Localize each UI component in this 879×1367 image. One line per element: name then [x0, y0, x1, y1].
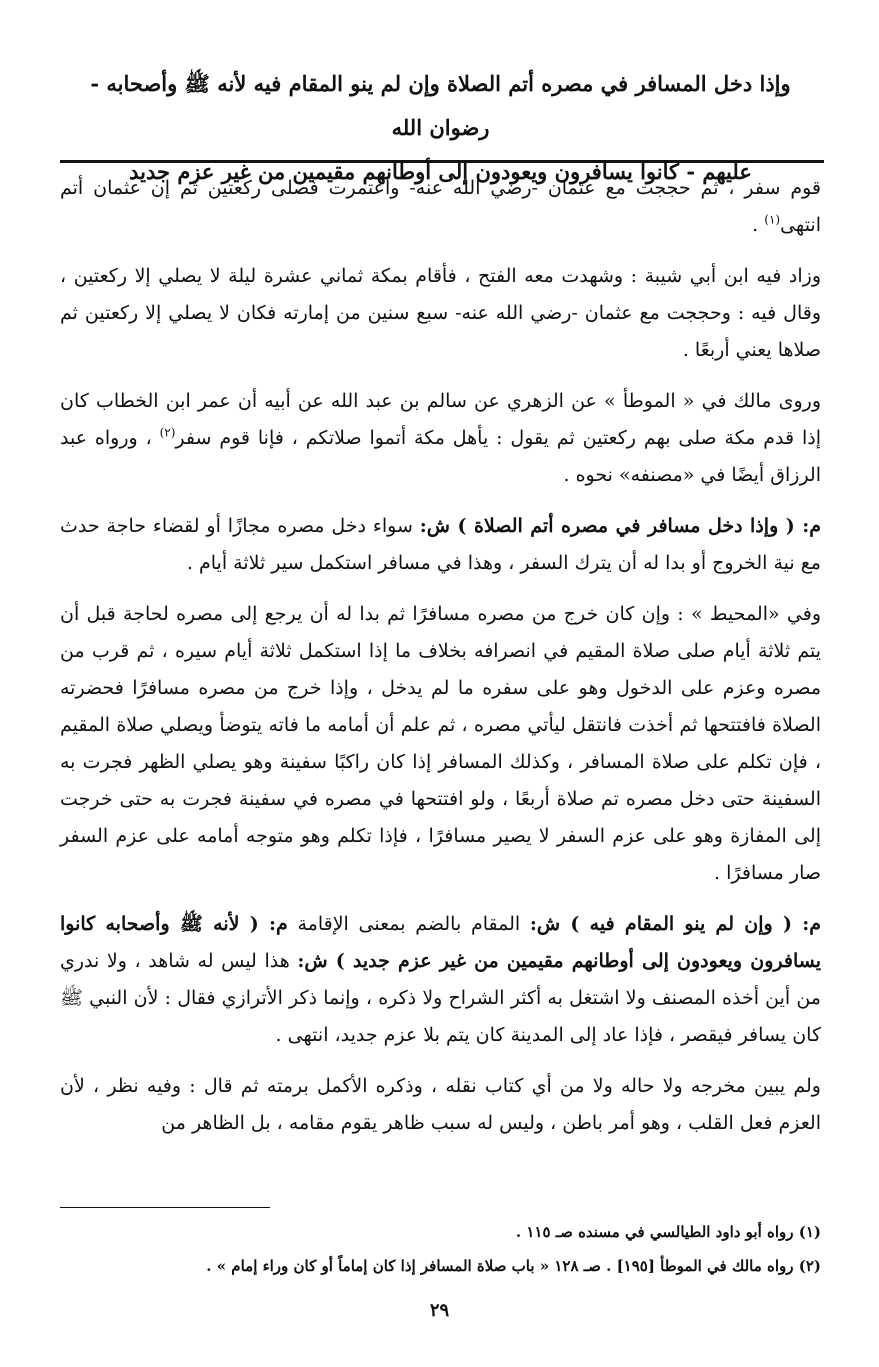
- footnote-divider: [60, 1207, 270, 1208]
- paragraph-3-text-b: ، ورواه عبد الرزاق أيضًا في «مصنفه» نحوه .: [60, 427, 821, 486]
- paragraph-1: [60, 170, 821, 244]
- commentary-body: [60, 170, 821, 1156]
- paragraph-4: [60, 508, 821, 582]
- paragraph-1-text: قوم سفر ، ثم حججت مع عثمان -رضي الله عنه- واعتمرت فصلى ركعتين ثم إن عثمان أتم انتهى: [60, 177, 821, 236]
- matn-quote: م: ( وإذا دخل مسافر في مصره أتم الصلاة ) ش:: [419, 515, 821, 537]
- commentary-text: هذا ليس له شاهد ، ولا ندري من أين أخذه المصنف ولا اشتغل به أكثر الشراح ولا ذكره ، وإنما ذكر الأترازي فقال : لأن النبي ﷺ كان يسافر فيقصر ، فإذا عاد إلى المدينة كان يتم بلا عزم جديد، انتهى .: [60, 950, 821, 1046]
- footnote-1: (١) رواه أبو داود الطيالسي في مسنده صـ ١١٥ .: [515, 1223, 821, 1241]
- paragraph-3-text-a: وروى مالك في « الموطأ » عن الزهري عن سالم بن عبد الله عن أبيه أن عمر ابن الخطاب كان إذا قدم مكة صلى بهم ركعتين ثم يقول : يأهل مكة أتموا صلاتكم ، فإنا قوم سفر: [60, 390, 821, 449]
- footnote-ref-2[interactable]: (٢): [159, 425, 176, 440]
- paragraph-5: وفي «المحيط » : وإن كان خرج من مصره مسافرًا ثم بدا له أن يرجع إلى مصره لحاجة قبل أن يتم ثلاثة أيام صلى صلاة المقيم في انصرافه بخلاف ما إذا استكمل ثلاثة أيام سيره ، ثم قرب من مصره وعزم على الدخول وهو على سفره ما لم يدخل ، وإذا خرج من مصره مسافرًا فحضرته الصلاة فافتتحها ثم أخذت فانتقل ليأتي مصره ، ثم علم أن أمامه ما فاته يتوضأ ويصلي صلاة المقيم ، فإن تكلم على صلاة المسافر ، وكذلك المسافر إذا كان راكبًا سفينة وهو يصلي الظهر فجرت به السفينة حتى دخل مصره تم صلاة أربعًا ، ولو افتتحها في مصره في سفينة فجرت به حتى خرجت إلى المفازة وهو على عزم السفر لا يصير مسافرًا ، فإذا تكلم وهو متوجه أمامه على عزم السفر صار مسافرًا .: [60, 603, 821, 884]
- page-number: ٢٩: [429, 1300, 450, 1321]
- paragraph-1-end: .: [752, 214, 765, 236]
- footnote-ref-1[interactable]: (١): [764, 212, 781, 227]
- paragraph-6: [60, 906, 821, 1054]
- footnotes: [60, 1215, 821, 1283]
- footnote-2: (٢) رواه مالك في الموطأ [١٩٥] . صـ ١٢٨ « باب صلاة المسافر إذا كان إماماً أو كان وراء إمام » .: [206, 1257, 821, 1275]
- matn-quote: م: ( لأنه ﷺ وأصحابه كانوا يسافرون ويعودون إلى أوطانهم مقيمين من غير عزم جديد ) ش:: [60, 913, 821, 972]
- matn-line-2: عليهم - كانوا يسافرون ويعودون إلى أوطانهم مقيمين من غير عزم جديد: [129, 159, 752, 184]
- commentary-text: سواء دخل مصره مجازًا أو لقضاء حاجة حدث مع نية الخروج أو بدا له أن يترك السفر ، وهذا في مسافر استكمل سير ثلاثة أيام .: [60, 515, 821, 574]
- matn-quote: م: ( وإن لم ينو المقام فيه ) ش:: [529, 913, 822, 935]
- paragraph-3: [60, 383, 821, 494]
- paragraph-7: ولم يبين مخرجه ولا حاله ولا من أي كتاب نقله ، وذكره الأكمل برمته ثم قال : وفيه نظر ، لأن العزم فعل القلب ، وهو أمر باطن ، وليس له سبب ظاهر يقوم مقامه ، بل الظاهر من: [60, 1075, 821, 1134]
- paragraph-2: وزاد فيه ابن أبي شيبة : وشهدت معه الفتح ، فأقام بمكة ثماني عشرة ليلة لا يصلي إلا ركعتين ، وقال فيه : وحججت مع عثمان -رضي الله عنه- سبع سنين من إمارته فكان لا يصلي إلا ركعتين ثم صلاها يعني أربعًا .: [60, 265, 821, 361]
- header-divider: [60, 160, 824, 163]
- commentary-text: المقام بالضم بمعنى الإقامة: [287, 913, 530, 935]
- matn-line-1: وإذا دخل المسافر في مصره أتم الصلاة وإن لم ينو المقام فيه لأنه ﷺ وأصحابه - رضوان الله: [90, 71, 791, 140]
